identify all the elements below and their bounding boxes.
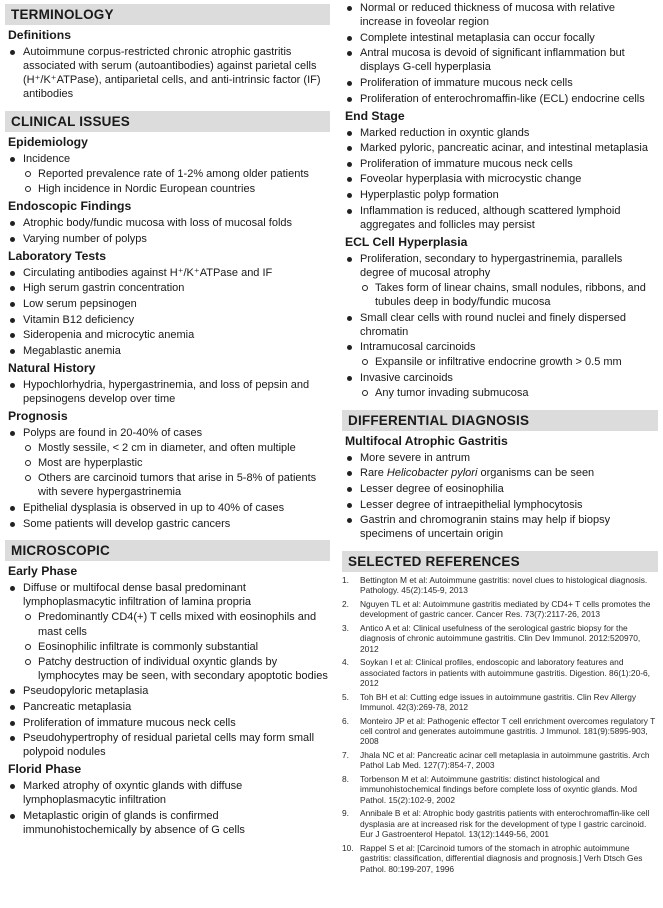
reference-item xyxy=(342,575,658,596)
list-item: Proliferation of immature mucous neck cells xyxy=(342,76,658,90)
early-phase-list xyxy=(5,581,330,759)
list-item: Some patients will develop gastric cancers xyxy=(5,517,330,531)
right-column xyxy=(342,0,658,877)
differential-list xyxy=(342,451,658,542)
references-list xyxy=(342,575,658,874)
list-item: Hyperplastic polyp formation xyxy=(342,188,658,202)
sub-list xyxy=(23,441,330,499)
list-item xyxy=(342,252,658,309)
reference-text: Nguyen TL et al: Autoimmune gastritis mediated by CD4+ T cells promotes the development of gastric cancer. Cancer Res. 73(7):2117-26, 2013 xyxy=(360,598,651,620)
reference-item xyxy=(342,808,658,839)
list-item: Normal or reduced thickness of mucosa with relative increase in foveolar region xyxy=(342,1,658,29)
sub-list xyxy=(360,386,658,400)
left-column xyxy=(5,0,330,839)
list-item: Gastrin and chromogranin stains may help if biopsy specimens of uncertain origin xyxy=(342,513,658,541)
section-header-differential-diagnosis: DIFFERENTIAL DIAGNOSIS xyxy=(342,410,658,431)
list-item: Vitamin B12 deficiency xyxy=(5,313,330,327)
reference-number: 7. xyxy=(342,750,349,761)
list-item: Low serum pepsinogen xyxy=(5,297,330,311)
florid-phase-list xyxy=(5,779,330,837)
list-item-text: Incidence xyxy=(23,152,71,165)
list-item: Pancreatic metaplasia xyxy=(5,700,330,714)
list-item: Proliferation of immature mucous neck cells xyxy=(342,157,658,171)
subheader-natural-history: Natural History xyxy=(8,360,96,375)
reference-text: Monteiro JP et al: Pathogenic effector T cell enrichment overcomes regulatory T cell control and generates autoimmune gastritis. J Immunol. 181(9):5895-903, 2008 xyxy=(360,715,656,747)
list-item xyxy=(342,340,658,369)
sub-list-item: Eosinophilic infiltrate is commonly substantial xyxy=(23,640,330,654)
organism-name: Helicobacter pylori xyxy=(386,467,478,480)
list-item xyxy=(5,581,330,683)
list-item: High serum gastrin concentration xyxy=(5,281,330,295)
sub-list-item: Reported prevalence rate of 1-2% among older patients xyxy=(23,167,330,181)
list-item: Hypochlorhydria, hypergastrinemia, and loss of pepsin and pepsinogens develop over time xyxy=(5,378,330,406)
reference-text: Antico A et al: Clinical usefulness of the serological gastric biopsy for the diagnosis of chronic autoimmune gastritis. Clin Dev Immunol. 2012:520970, 2012 xyxy=(360,622,641,654)
sub-list-item: Mostly sessile, < 2 cm in diameter, and often multiple xyxy=(23,441,330,455)
subheader-endoscopic-findings: Endoscopic Findings xyxy=(8,199,132,214)
list-item: Foveolar hyperplasia with microcystic change xyxy=(342,172,658,186)
laboratory-list xyxy=(5,266,330,358)
reference-item xyxy=(342,774,658,805)
list-item: Pseudopyloric metaplasia xyxy=(5,684,330,698)
list-item: Small clear cells with round nuclei and finely dispersed chromatin xyxy=(342,311,658,339)
list-item: Megablastic anemia xyxy=(5,344,330,358)
sub-list-item: Patchy destruction of individual oxyntic glands by lymphocytes may be seen, with secondary apoptotic bodies xyxy=(23,655,330,683)
reference-number: 6. xyxy=(342,715,349,726)
reference-number: 3. xyxy=(342,622,349,633)
endoscopic-list xyxy=(5,216,330,246)
sub-list xyxy=(23,167,330,196)
list-item xyxy=(342,371,658,400)
natural-history-list xyxy=(5,378,330,406)
list-item: Varying number of polyps xyxy=(5,232,330,246)
list-item: Marked reduction in oxyntic glands xyxy=(342,126,658,140)
list-item-text: Polyps are found in 20-40% of cases xyxy=(23,427,203,440)
reference-text: Toh BH et al: Cutting edge issues in autoimmune gastritis. Clin Rev Allergy Immunol. 42(3):269-78, 2012 xyxy=(360,691,637,713)
subheader-multifocal-atrophic-gastritis: Multifocal Atrophic Gastritis xyxy=(345,433,508,448)
section-header-selected-references: SELECTED REFERENCES xyxy=(342,551,658,572)
list-item: Inflammation is reduced, although scattered lymphoid aggregates and follicles may persist xyxy=(342,204,658,232)
reference-number: 10. xyxy=(342,842,354,853)
reference-number: 9. xyxy=(342,808,349,819)
list-item: Lesser degree of eosinophilia xyxy=(342,482,658,496)
reference-number: 1. xyxy=(342,574,349,585)
list-item xyxy=(342,466,658,480)
subheader-epidemiology: Epidemiology xyxy=(8,134,88,149)
sub-list-item: Most are hyperplastic xyxy=(23,456,330,470)
list-item: Epithelial dysplasia is observed in up to 40% of cases xyxy=(5,501,330,515)
ecl-list xyxy=(342,252,658,400)
section-header-clinical-issues: CLINICAL ISSUES xyxy=(5,111,330,132)
list-item: Marked atrophy of oxyntic glands with diffuse lymphoplasmacytic infiltration xyxy=(5,779,330,807)
list-item: Pseudohypertrophy of residual parietal cells may form small polypoid nodules xyxy=(5,731,330,759)
reference-item xyxy=(342,843,658,874)
sub-list xyxy=(360,355,658,369)
reference-item xyxy=(342,623,658,654)
list-item: Marked pyloric, pancreatic acinar, and intestinal metaplasia xyxy=(342,141,658,155)
reference-item xyxy=(342,750,658,771)
text-segment: organisms can be seen xyxy=(477,467,595,480)
reference-item xyxy=(342,599,658,620)
sub-list-item: High incidence in Nordic European countries xyxy=(23,182,330,196)
sub-list xyxy=(23,610,330,682)
sub-list-item: Expansile or infiltrative endocrine growth > 0.5 mm xyxy=(360,355,658,369)
subheader-ecl-cell-hyperplasia: ECL Cell Hyperplasia xyxy=(345,234,468,249)
sub-list xyxy=(360,281,658,309)
list-item xyxy=(5,426,330,499)
list-item-text: Diffuse or multifocal dense basal predominant lymphoplasmacytic infiltration of lamina propria xyxy=(23,582,252,609)
list-item: Complete intestinal metaplasia can occur focally xyxy=(342,31,658,45)
list-item-text: Proliferation, secondary to hypergastrinemia, parallels degree of mucosal atrophy xyxy=(360,252,623,279)
reference-item xyxy=(342,692,658,713)
end-stage-list xyxy=(342,126,658,232)
reference-text: Torbenson M et al: Autoimmune gastritis: distinct histological and immunohistochemical findings before complete loss of oxyntic glands. Mod Pathol. 15(2):102-9, 2002 xyxy=(360,774,637,805)
list-item: Metaplastic origin of glands is confirmed immunohistochemically by absence of G cells xyxy=(5,809,330,837)
reference-text: Rappel S et al: [Carcinoid tumors of the stomach in atrophic autoimmune gastritis: classification, differential diagnosis and prognosis.] Verh Dtsch Ges Pathol. 80:199-207, 1996 xyxy=(360,842,643,874)
list-item-text: Invasive carcinoids xyxy=(360,372,453,385)
reference-text: Bettington M et al: Autoimmune gastritis: novel clues to histological diagnosis. Pathology. 45(2):145-9, 2013 xyxy=(360,574,648,596)
reference-text: Annibale B et al: Atrophic body gastritis patients with enterochromaffin-like cell dysplasia are at increased risk for the development of type I gastric carcinoid. Eur J Gastroenterol Hepatol. 13(12):1449-56, 2001 xyxy=(360,808,650,840)
text-segment: Rare xyxy=(360,467,387,480)
list-item-text: Intramucosal carcinoids xyxy=(360,341,476,354)
prognosis-list xyxy=(5,426,330,531)
subheader-early-phase: Early Phase xyxy=(8,564,78,579)
sub-list-item: Takes form of linear chains, small nodules, ribbons, and tubules deep in body/fundic mucosa xyxy=(360,281,658,309)
epidemiology-list xyxy=(5,152,330,196)
subheader-florid-phase: Florid Phase xyxy=(8,762,82,777)
list-item: Atrophic body/fundic mucosa with loss of mucosal folds xyxy=(5,216,330,230)
subheader-end-stage: End Stage xyxy=(345,108,405,123)
list-item: Lesser degree of intraepithelial lymphocytosis xyxy=(342,498,658,512)
list-item xyxy=(5,152,330,196)
list-item: More severe in antrum xyxy=(342,451,658,465)
sub-list-item: Any tumor invading submucosa xyxy=(360,386,658,400)
florid-phase-continued-list xyxy=(342,1,658,106)
subheader-definitions: Definitions xyxy=(8,28,71,42)
sub-list-item: Others are carcinoid tumors that arise in 5-8% of patients with severe hypergastrinemia xyxy=(23,471,330,499)
reference-number: 4. xyxy=(342,657,349,668)
subheader-laboratory-tests: Laboratory Tests xyxy=(8,248,106,263)
section-header-microscopic: MICROSCOPIC xyxy=(5,540,330,561)
definitions-list xyxy=(5,45,330,101)
reference-number: 5. xyxy=(342,691,349,702)
reference-text: Soykan I et al: Clinical profiles, endoscopic and laboratory features and associated factors in patients with autoimmune gastritis. Digestion. 86(1):20-6, 2012 xyxy=(360,657,651,689)
sub-list-item: Predominantly CD4(+) T cells mixed with eosinophils and mast cells xyxy=(23,610,330,638)
section-header-terminology: TERMINOLOGY xyxy=(5,4,330,25)
list-item: Antral mucosa is devoid of significant inflammation but displays G-cell hyperplasia xyxy=(342,46,658,74)
reference-number: 2. xyxy=(342,598,349,609)
list-item: Proliferation of enterochromaffin-like (ECL) endocrine cells xyxy=(342,92,658,106)
reference-text: Jhala NC et al: Pancreatic acinar cell metaplasia in autoimmune gastritis. Arch Pathol Lab Med. 127(7):854-7, 2003 xyxy=(360,750,650,771)
list-item: Proliferation of immature mucous neck cells xyxy=(5,716,330,730)
reference-number: 8. xyxy=(342,774,349,785)
reference-item xyxy=(342,716,658,747)
list-item: Autoimmune corpus-restricted chronic atrophic gastritis associated with serum (autoantibodies) against parietal cells (H⁺/K⁺ATPase), antiparietal cells, and anti-intrinsic factor (IF) antibodies xyxy=(5,45,330,101)
reference-item xyxy=(342,657,658,688)
list-item: Circulating antibodies against H⁺/K⁺ATPase and IF xyxy=(5,266,330,280)
subheader-prognosis: Prognosis xyxy=(8,409,68,424)
list-item: Sideropenia and microcytic anemia xyxy=(5,328,330,342)
